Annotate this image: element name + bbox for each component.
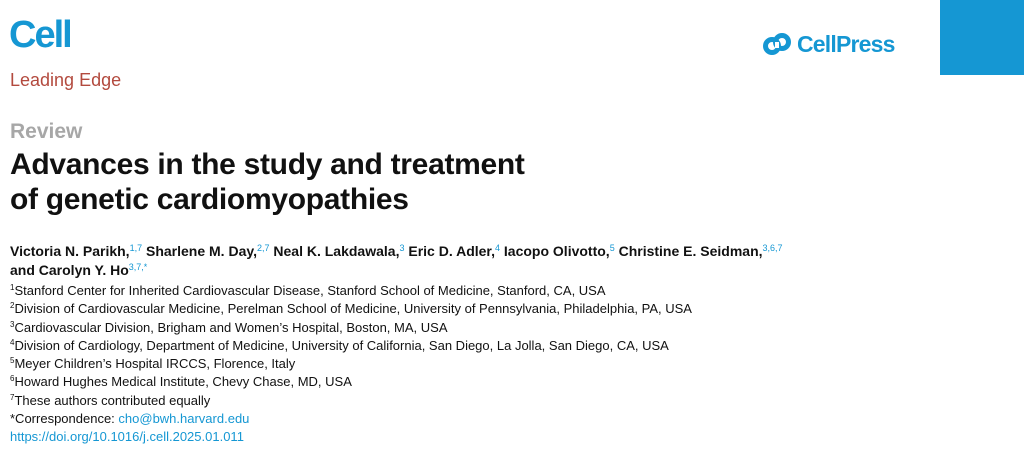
author-name: Neal K. Lakdawala, <box>273 243 400 259</box>
affiliation-text: Howard Hughes Medical Institute, Chevy Chase, MD, USA <box>14 374 352 390</box>
affiliation-item <box>10 392 1010 410</box>
affiliation-number: 6 <box>10 374 15 384</box>
author-affiliation-ref[interactable]: 3,6,7 <box>762 243 783 253</box>
affiliation-text: These authors contributed equally <box>14 392 211 408</box>
doi-line <box>10 428 1010 446</box>
author-affiliation-ref[interactable]: 1,7 <box>129 243 143 253</box>
author-name: Sharlene M. Day, <box>145 243 257 259</box>
affiliation-number: 2 <box>10 301 15 311</box>
brand-corner-block <box>940 0 1024 75</box>
affiliation-item <box>10 282 1010 300</box>
affiliation-number: 5 <box>10 356 15 366</box>
journal-logo: Cell <box>9 14 71 56</box>
affiliation-text: Meyer Children’s Hospital IRCCS, Florence, Italy <box>14 356 296 372</box>
affiliation-item <box>10 373 1010 391</box>
author-affiliation-ref[interactable]: 3 <box>399 243 405 253</box>
correspondence-label: *Correspondence: <box>10 411 119 427</box>
affiliation-item <box>10 337 1010 355</box>
affiliation-list <box>10 282 1010 447</box>
affiliation-item <box>10 355 1010 373</box>
affiliation-number: 7 <box>10 392 15 402</box>
affiliation-text: Division of Cardiovascular Medicine, Perelman School of Medicine, University of Pennsylvania, Philadelphia, PA, USA <box>14 301 692 317</box>
section-label: Leading Edge <box>10 70 122 90</box>
author-line-1 <box>10 242 1010 261</box>
author-affiliation-ref[interactable]: 3,7,* <box>128 262 148 272</box>
publisher-name: CellPress <box>797 30 895 57</box>
article-type: Review <box>10 120 83 143</box>
cellpress-icon <box>763 31 793 57</box>
author-name: Christine E. Seidman, <box>618 243 763 259</box>
affiliation-number: 1 <box>10 283 15 292</box>
author-name: Eric D. Adler, <box>408 243 495 259</box>
article-title <box>10 147 710 217</box>
author-name: Iacopo Olivotto, <box>503 243 610 259</box>
author-affiliation-ref[interactable]: 4 <box>495 243 501 253</box>
doi-link[interactable]: https://doi.org/10.1016/j.cell.2025.01.011 <box>10 429 244 445</box>
author-line-2 <box>10 261 1010 280</box>
author-list <box>10 242 1010 280</box>
author-name: Victoria N. Parikh, <box>10 243 130 259</box>
publisher-logo <box>763 29 895 59</box>
affiliation-item <box>10 300 1010 318</box>
title-line-2: of genetic cardiomyopathies <box>10 183 409 216</box>
affiliation-text: Stanford Center for Inherited Cardiovascular Disease, Stanford School of Medicine, Stanford, CA, USA <box>14 283 606 298</box>
correspondence-email-link[interactable]: cho@bwh.harvard.edu <box>118 411 250 427</box>
correspondence <box>10 410 1010 428</box>
affiliation-text: Cardiovascular Division, Brigham and Women’s Hospital, Boston, MA, USA <box>14 319 448 335</box>
author-name: and Carolyn Y. Ho <box>10 262 129 278</box>
affiliation-item <box>10 319 1010 337</box>
author-affiliation-ref[interactable]: 2,7 <box>257 243 270 253</box>
affiliation-number: 4 <box>10 337 15 347</box>
affiliation-text: Division of Cardiology, Department of Medicine, University of California, San Diego, La Jolla, San Diego, CA, USA <box>14 337 669 353</box>
author-affiliation-ref[interactable]: 5 <box>609 243 615 253</box>
affiliation-number: 3 <box>10 319 15 329</box>
title-line-1: Advances in the study and treatment <box>10 148 525 181</box>
